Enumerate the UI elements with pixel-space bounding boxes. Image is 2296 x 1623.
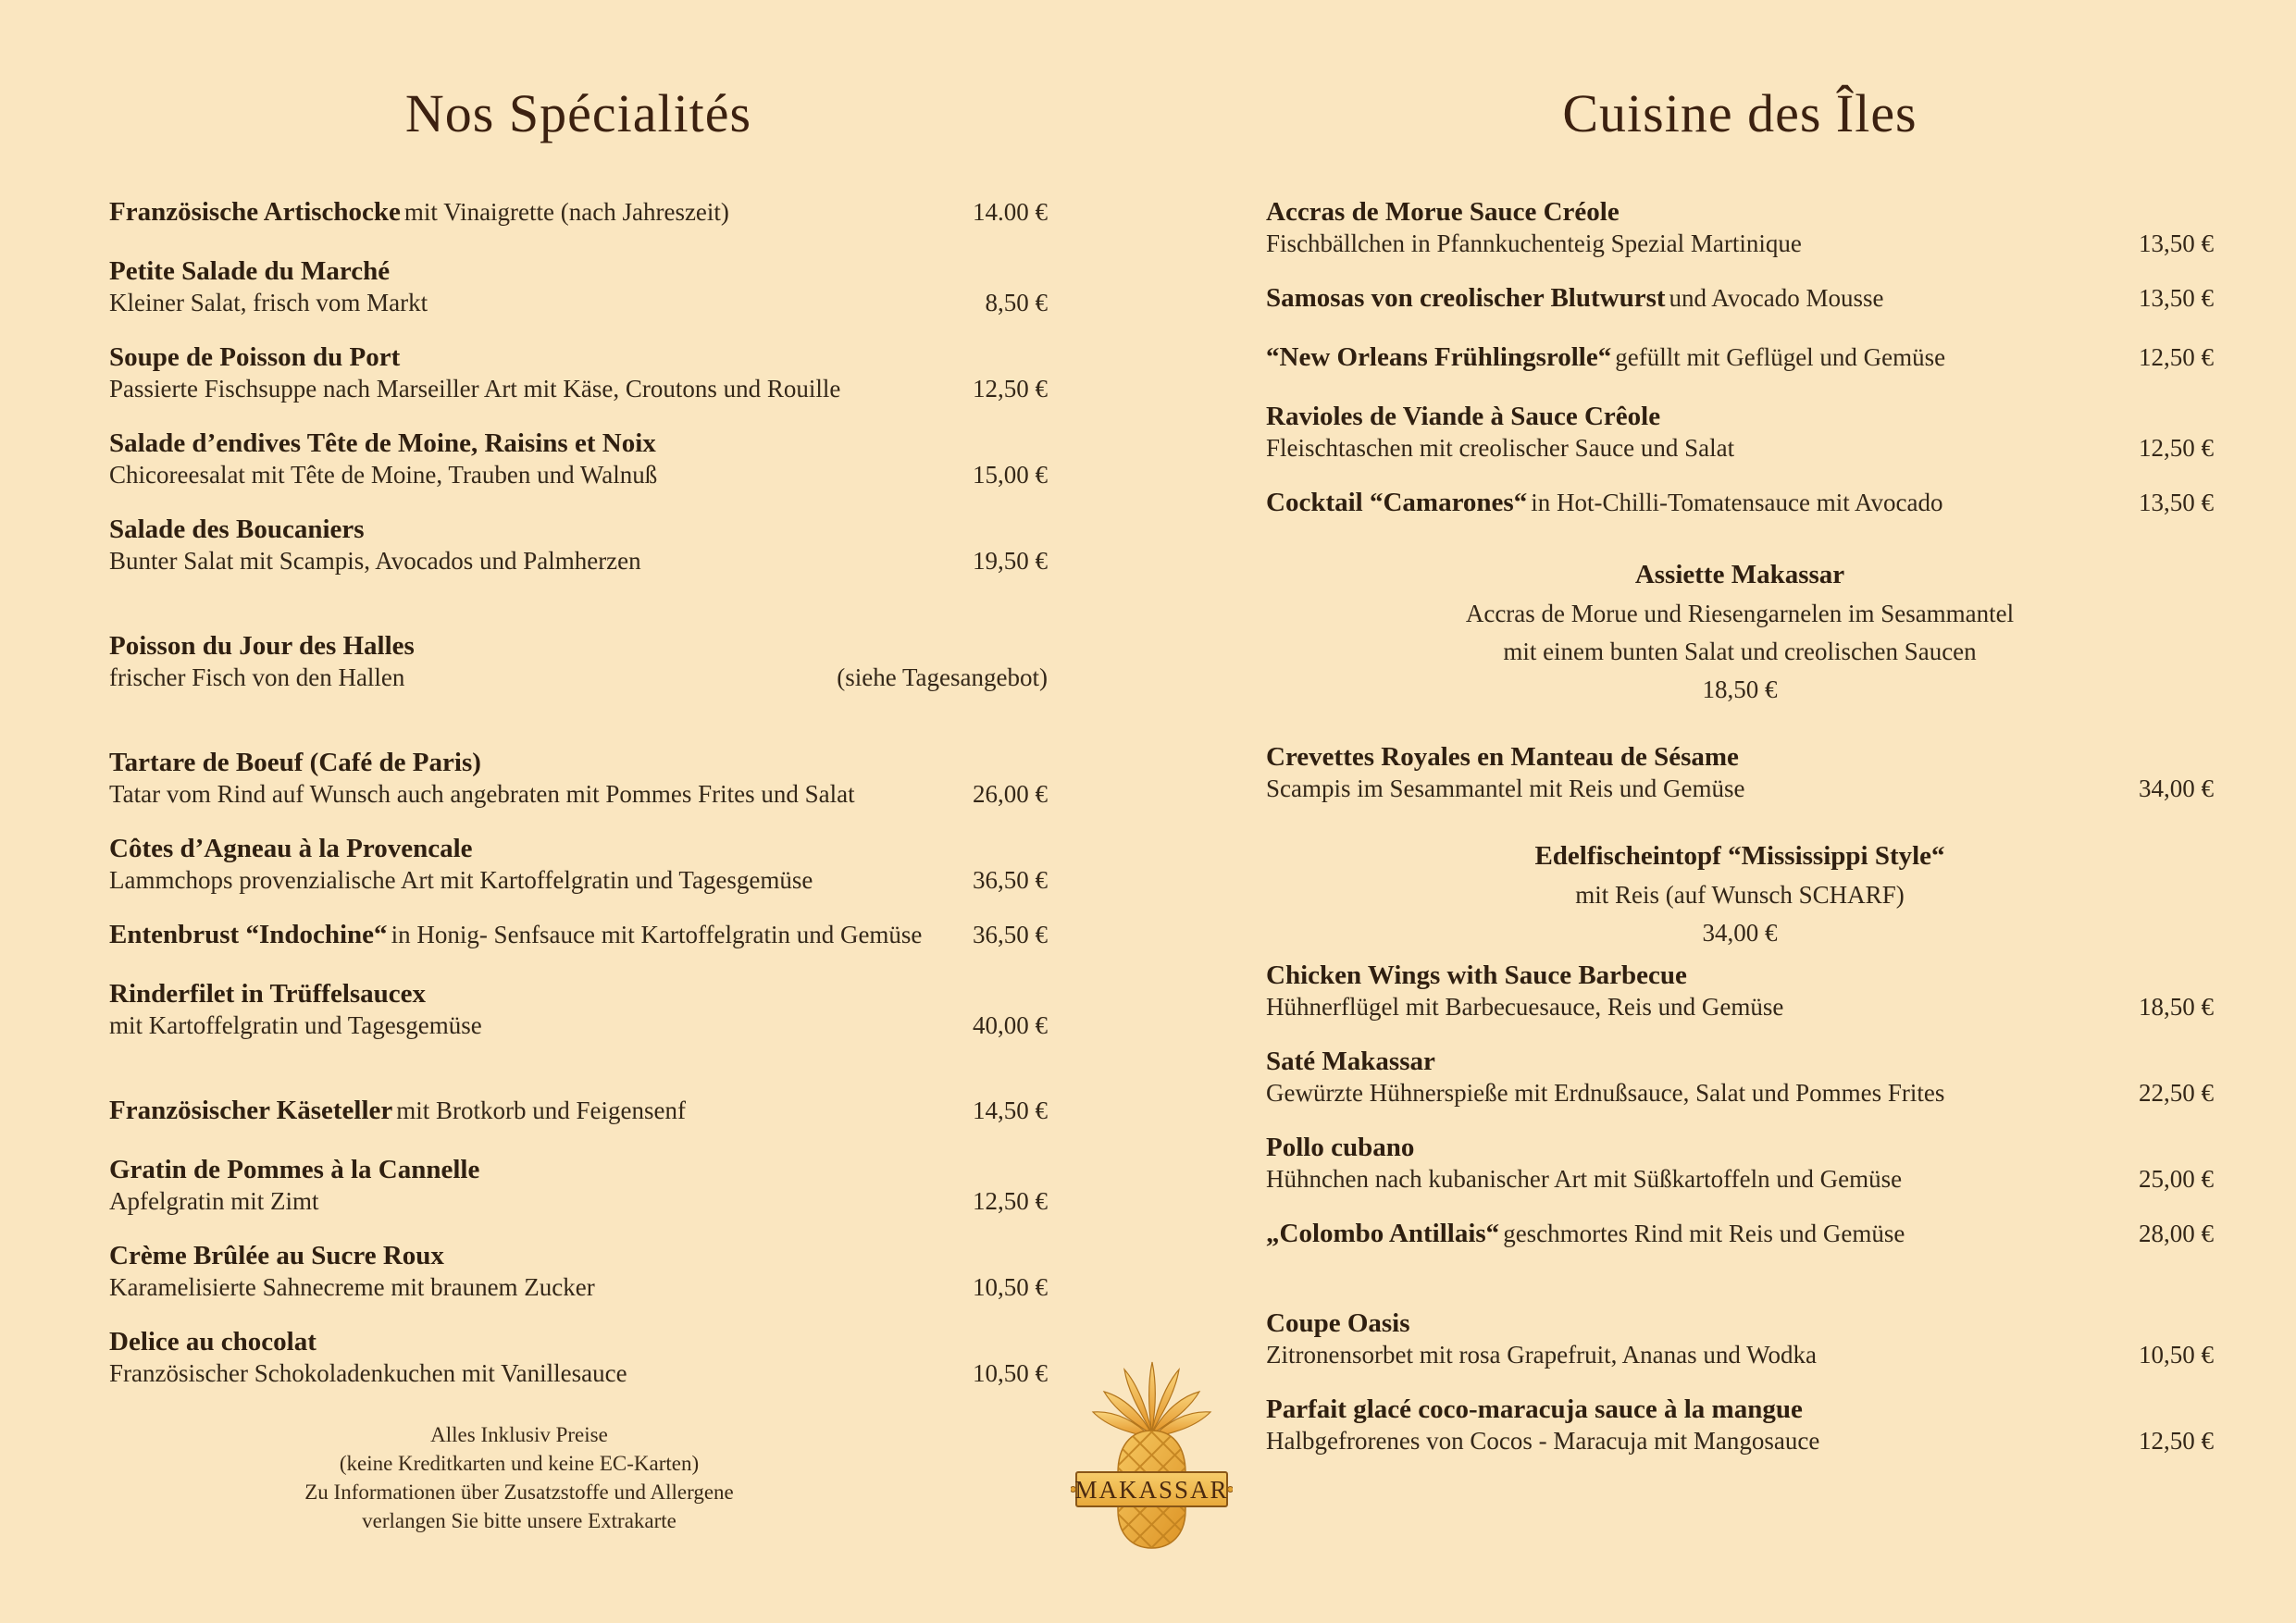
item-price: 12,50 €: [973, 1186, 1048, 1215]
menu-item: [109, 341, 1048, 404]
item-line: [109, 1095, 1048, 1131]
menu-item: [109, 747, 1048, 810]
footer-line: (keine Kreditkarten und keine EC-Karten): [339, 1451, 700, 1475]
menu-item: [1266, 741, 2214, 804]
item-line: [1266, 228, 2214, 259]
left-column-title: Nos Spécialités: [404, 83, 752, 143]
item-description: in Hot-Chilli-Tomatensauce mit Avocado: [1531, 488, 1943, 516]
item-description: Passierte Fischsuppe nach Marseiller Art mit Käse, Croutons und Rouille: [109, 374, 841, 403]
menu-item: [109, 427, 1048, 490]
pineapple-icon: [1071, 1351, 1233, 1564]
menu-item: [109, 919, 1048, 955]
item-price: 22,50 €: [2139, 1078, 2214, 1107]
menu-item: [1266, 341, 2214, 378]
item-lead: [1266, 1218, 1905, 1254]
item-name: Cocktail “Camarones“: [1266, 487, 1528, 517]
logo-banner: [1071, 1472, 1233, 1506]
item-lead: [1266, 282, 1884, 318]
item-name: Ravioles de Viande à Sauce Crêole: [1266, 401, 1661, 431]
item-name: Poisson du Jour des Halles: [109, 630, 415, 661]
left-column-items: [109, 196, 1048, 1389]
footer-line: Zu Informationen über Zusatzstoffe und Allergene: [304, 1480, 734, 1504]
menu-item: [109, 1095, 1048, 1131]
menu-item: [1266, 196, 2214, 259]
item-name: Delice au chocolat: [109, 1326, 316, 1357]
menu-item: [109, 978, 1048, 1041]
item-name: Saté Makassar: [1266, 1046, 1435, 1076]
item-price: 13,50 €: [2139, 283, 2214, 312]
footer-line: verlangen Sie bitte unsere Extrakarte: [362, 1508, 676, 1532]
left-column: [109, 81, 1048, 1535]
item-line: [1266, 432, 2214, 464]
item-line: [109, 978, 1048, 1010]
item-price: 12,50 €: [2139, 342, 2214, 371]
item-description: mit einem bunten Salat und creolischen Saucen: [1503, 637, 1977, 665]
menu-item: [109, 1240, 1048, 1303]
item-line: [1266, 1163, 2214, 1195]
item-line: [1266, 487, 2214, 523]
item-line: [1266, 1425, 2214, 1456]
item-line: [109, 255, 1048, 287]
item-name: Französische Artischocke: [109, 196, 401, 227]
item-name: Parfait glacé coco-maracuja sauce à la mangue: [1266, 1394, 1803, 1424]
item-name: Edelfischeintopf “Mississippi Style“: [1534, 840, 1945, 871]
item-price: 13,50 €: [2139, 229, 2214, 257]
item-line: [109, 833, 1048, 864]
menu-item: [109, 1154, 1048, 1217]
menu-item: [1266, 282, 2214, 318]
item-price: 25,00 €: [2139, 1164, 2214, 1193]
item-name: Samosas von creolischer Blutwurst: [1266, 282, 1666, 313]
item-line: [109, 1240, 1048, 1271]
menu-item: [109, 1326, 1048, 1389]
makassar-logo: [1071, 1351, 1233, 1564]
item-price: 10,50 €: [973, 1272, 1048, 1301]
item-description: Apfelgratin mit Zimt: [109, 1186, 319, 1215]
item-name: Crème Brûlée au Sucre Roux: [109, 1240, 444, 1270]
item-name: Accras de Morue Sauce Créole: [1266, 196, 1620, 227]
item-price: 12,50 €: [2139, 433, 2214, 462]
item-line: [109, 1271, 1048, 1303]
item-price: 18,50 €: [1702, 675, 1778, 703]
pineapple-leaves: [1093, 1362, 1210, 1438]
item-line: [1266, 1394, 2214, 1425]
item-lead: [109, 196, 729, 232]
item-line: [1266, 741, 2214, 773]
item-description: Chicoreesalat mit Tête de Moine, Trauben und Walnuß: [109, 460, 658, 489]
item-name: Pollo cubano: [1266, 1132, 1415, 1162]
menu-item: [109, 255, 1048, 318]
item-line: [109, 341, 1048, 373]
item-line: [1266, 1307, 2214, 1339]
item-price: (siehe Tagesangebot): [837, 663, 1048, 691]
item-price: 12,50 €: [2139, 1426, 2214, 1455]
item-name: Assiette Makassar: [1634, 559, 1845, 589]
item-description: gefüllt mit Geflügel und Gemüse: [1615, 342, 1946, 371]
item-price: 12,50 €: [973, 374, 1048, 403]
item-line: [109, 1357, 1048, 1389]
item-line: [1266, 1077, 2214, 1109]
item-name: Côtes d’Agneau à la Provencale: [109, 833, 473, 863]
item-line: [109, 662, 1048, 693]
item-name: Salade d’endives Tête de Moine, Raisins et Noix: [109, 427, 656, 458]
menu-item: [1266, 487, 2214, 523]
item-line: [109, 630, 1048, 662]
item-price: 8,50 €: [985, 288, 1048, 316]
right-column: [1266, 81, 2214, 1480]
item-price: 13,50 €: [2139, 488, 2214, 516]
item-price: 18,50 €: [2139, 992, 2214, 1021]
item-description: Fleischtaschen mit creolischer Sauce und Salat: [1266, 433, 1735, 462]
menu-item: [109, 833, 1048, 896]
item-line: [1266, 991, 2214, 1022]
item-line: [1266, 401, 2214, 432]
item-line: [1266, 196, 2214, 228]
item-line: [109, 919, 1048, 955]
item-line: [109, 373, 1048, 404]
item-price: 10,50 €: [2139, 1340, 2214, 1369]
item-description: Hühnerflügel mit Barbecuesauce, Reis und Gemüse: [1266, 992, 1784, 1021]
item-description: Kleiner Salat, frisch vom Markt: [109, 288, 428, 316]
item-price: 36,50 €: [973, 865, 1048, 894]
item-description: mit Kartoffelgratin und Tagesgemüse: [109, 1010, 482, 1039]
menu-item: [1266, 1132, 2214, 1195]
item-price: 34,00 €: [1702, 918, 1778, 947]
right-column-title: Cuisine des Îles: [1562, 83, 1917, 143]
menu-item: [1266, 1307, 2214, 1370]
item-price: 14.00 €: [973, 197, 1048, 226]
item-line: [109, 545, 1048, 576]
item-line: [109, 196, 1048, 232]
item-line: [109, 287, 1048, 318]
menu-item: [1266, 840, 2214, 948]
item-name: Rinderfilet in Trüffelsaucex: [109, 978, 427, 1009]
item-line: [109, 459, 1048, 490]
item-name: Petite Salade du Marché: [109, 255, 391, 286]
item-name: Französischer Käseteller: [109, 1095, 393, 1125]
item-line: [1266, 773, 2214, 804]
item-line: [109, 514, 1048, 545]
item-description: in Honig- Senfsauce mit Kartoffelgratin und Gemüse: [391, 920, 923, 948]
item-description: und Avocado Mousse: [1669, 283, 1884, 312]
item-line: [1266, 960, 2214, 991]
item-lead: [1266, 341, 1945, 378]
menu-item: [109, 196, 1048, 232]
item-price: 40,00 €: [973, 1010, 1048, 1039]
item-description: frischer Fisch von den Hallen: [109, 663, 405, 691]
item-price: 34,00 €: [2139, 774, 2214, 802]
item-description: Accras de Morue und Riesengarnelen im Sesammantel: [1465, 599, 2015, 627]
item-name: „Colombo Antillais“: [1266, 1218, 1500, 1248]
item-line: [109, 1185, 1048, 1217]
menu-item: [1266, 960, 2214, 1022]
menu-item: [1266, 1394, 2214, 1456]
item-line: [109, 778, 1048, 810]
item-name: “New Orleans Frühlingsrolle“: [1266, 341, 1612, 372]
item-description: Scampis im Sesammantel mit Reis und Gemüse: [1266, 774, 1745, 802]
item-line: [109, 864, 1048, 896]
footer-line: Alles Inklusiv Preise: [430, 1422, 608, 1446]
item-description: Gewürzte Hühnerspieße mit Erdnußsauce, Salat und Pommes Frites: [1266, 1078, 1945, 1107]
item-price: 26,00 €: [973, 779, 1048, 808]
item-name: Gratin de Pommes à la Cannelle: [109, 1154, 480, 1184]
item-description: geschmortes Rind mit Reis und Gemüse: [1503, 1219, 1905, 1247]
item-description: mit Brotkorb und Feigensenf: [396, 1096, 687, 1124]
item-line: [1266, 1218, 2214, 1254]
item-line: [109, 1326, 1048, 1357]
item-lead: [109, 1095, 686, 1131]
logo-label: MAKASSAR: [1074, 1476, 1229, 1504]
item-line: [1266, 282, 2214, 318]
item-line: [109, 747, 1048, 778]
item-price: 14,50 €: [973, 1096, 1048, 1124]
item-name: Coupe Oasis: [1266, 1307, 1410, 1338]
item-name: Salade des Boucaniers: [109, 514, 365, 544]
item-description: Tatar vom Rind auf Wunsch auch angebraten mit Pommes Frites und Salat: [109, 779, 855, 808]
item-description: mit Reis (auf Wunsch SCHARF): [1575, 880, 1905, 909]
item-name: Soupe de Poisson du Port: [109, 341, 401, 372]
menu-item: [1266, 1218, 2214, 1254]
item-description: Lammchops provenzialische Art mit Kartoffelgratin und Tagesgemüse: [109, 865, 813, 894]
item-line: [1266, 1132, 2214, 1163]
footer-notes: [109, 1420, 929, 1535]
item-description: Halbgefrorenes von Cocos - Maracuja mit Mangosauce: [1266, 1426, 1820, 1455]
item-description: Zitronensorbet mit rosa Grapefruit, Ananas und Wodka: [1266, 1340, 1817, 1369]
item-name: Crevettes Royales en Manteau de Sésame: [1266, 741, 1739, 772]
item-line: [1266, 1046, 2214, 1077]
item-line: [109, 1154, 1048, 1185]
item-name: Tartare de Boeuf (Café de Paris): [109, 747, 481, 777]
item-line: [109, 427, 1048, 459]
item-price: 28,00 €: [2139, 1219, 2214, 1247]
item-description: Karamelisierte Sahnecreme mit braunem Zucker: [109, 1272, 595, 1301]
right-column-items: [1266, 196, 2214, 1456]
item-lead: [1266, 487, 1942, 523]
item-lead: [109, 919, 922, 955]
item-name: Chicken Wings with Sauce Barbecue: [1266, 960, 1687, 990]
item-line: [109, 1010, 1048, 1041]
item-price: 10,50 €: [973, 1358, 1048, 1387]
item-description: Französischer Schokoladenkuchen mit Vanillesauce: [109, 1358, 627, 1387]
item-line: [1266, 341, 2214, 378]
item-price: 19,50 €: [973, 546, 1048, 575]
menu-item: [1266, 559, 2214, 705]
item-line: [1266, 1339, 2214, 1370]
item-description: mit Vinaigrette (nach Jahreszeit): [403, 197, 729, 226]
menu-item: [1266, 1046, 2214, 1109]
item-description: Fischbällchen in Pfannkuchenteig Spezial Martinique: [1266, 229, 1802, 257]
item-price: 36,50 €: [973, 920, 1048, 948]
item-price: 15,00 €: [973, 460, 1048, 489]
menu-item: [109, 630, 1048, 693]
menu-item: [109, 514, 1048, 576]
item-name: Entenbrust “Indochine“: [109, 919, 388, 949]
item-description: Bunter Salat mit Scampis, Avocados und Palmherzen: [109, 546, 641, 575]
item-description: Hühnchen nach kubanischer Art mit Süßkartoffeln und Gemüse: [1266, 1164, 1903, 1193]
menu-item: [1266, 401, 2214, 464]
